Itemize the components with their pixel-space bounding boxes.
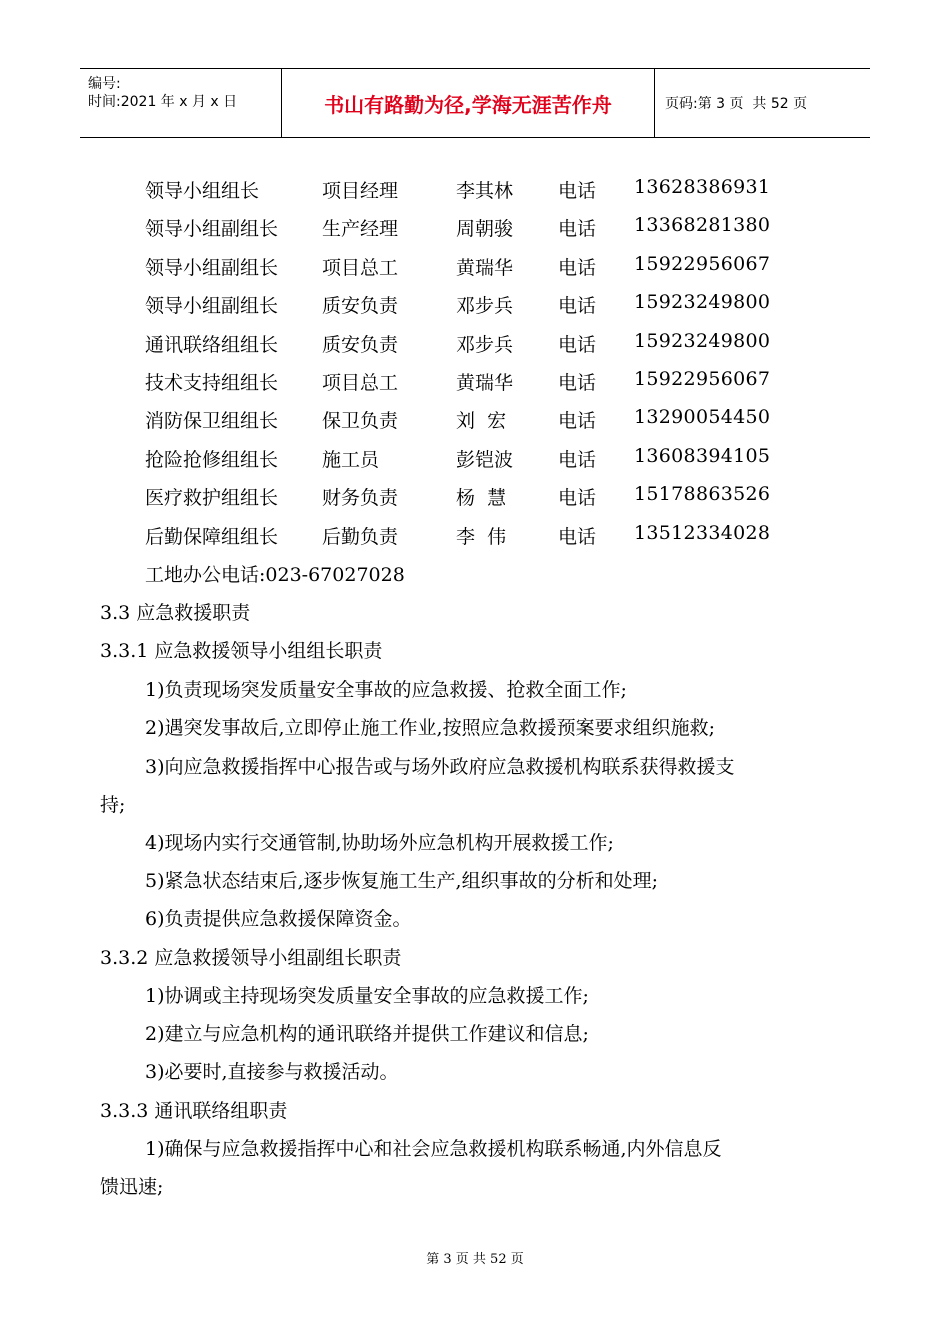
roster-phone: 13628386931 [634,176,771,198]
roster-phone: 13512334028 [634,521,771,544]
roster-phone: 15178863526 [634,483,771,506]
header-page-info [655,69,870,137]
number-label: 编号: [88,76,121,92]
roster-phone-label: 电话 [558,525,597,548]
roster-phone: 15922956067 [634,252,771,275]
roster-phone-label: 电话 [558,256,597,279]
roster-role: 领导小组组长 [145,180,260,202]
roster-phone-label: 电话 [558,371,597,394]
roster-name: 彭铠波 [456,448,514,471]
roster-role: 领导小组副组长 [145,218,279,241]
roster-phone: 13290054450 [634,406,771,429]
roster-phone-label: 电话 [558,410,597,433]
roster-name: 黄瑞华 [456,371,514,394]
section-heading-3-3-2: 3.3.2 应急救援领导小组副组长职责 [100,947,402,969]
section-heading-3-3-3: 3.3.3 通讯联络组职责 [100,1100,288,1122]
roster-phone-label: 电话 [558,333,597,356]
page-header [80,68,870,138]
roster-role: 技术支持组组长 [145,371,279,394]
roster-role: 消防保卫组组长 [145,410,279,433]
page-info-text: 页码:第 3 页 共 52 页 [665,96,808,112]
paragraph-line: 馈迅速; [100,1176,164,1198]
paragraph-line: 1)负责现场突发质量安全事故的应急救援、抢救全面工作; [145,679,627,701]
roster-phone-label: 电话 [558,180,597,202]
roster-phone: 15922956067 [634,367,771,390]
header-meta [80,69,282,137]
roster-phone-label: 电话 [558,487,597,510]
page-footer: 第 3 页 共 52 页 [426,1252,524,1267]
paragraph-line: 3)向应急救援指挥中心报告或与场外政府应急救援机构联系获得救援支 [145,756,735,778]
roster-role: 领导小组副组长 [145,256,279,279]
roster-phone: 13608394105 [634,444,771,467]
section-heading-3-3: 3.3 应急救援职责 [100,602,251,624]
roster-phone-label: 电话 [558,218,597,241]
roster-name: 李其林 [456,180,514,202]
section-heading-3-3-1: 3.3.1 应急救援领导小组组长职责 [100,640,383,662]
paragraph-line: 1)确保与应急救援指挥中心和社会应急救援机构联系畅通,内外信息反 [145,1138,722,1160]
roster-title: 项目总工 [322,256,399,279]
paragraph-line: 2)建立与应急机构的通讯联络并提供工作建议和信息; [145,1023,589,1045]
roster-name: 邓步兵 [456,333,514,356]
roster-name: 李 伟 [456,525,507,548]
paragraph-line: 5)紧急状态结束后,逐步恢复施工生产,组织事故的分析和处理; [145,870,658,892]
roster-name: 杨 慧 [456,487,507,510]
roster-name: 邓步兵 [456,295,514,318]
roster-role: 医疗救护组组长 [145,487,279,510]
paragraph-line: 4)现场内实行交通管制,协助场外应急机构开展救援工作; [145,832,614,854]
roster-title: 后勤负责 [322,525,399,548]
roster-role: 领导小组副组长 [145,295,279,318]
roster-name: 周朝骏 [456,218,514,241]
roster-phone-label: 电话 [558,448,597,471]
roster-title: 质安负责 [322,295,399,318]
roster-title: 项目总工 [322,371,399,394]
roster-title: 项目经理 [322,180,399,202]
roster-phone: 15923249800 [634,291,771,314]
paragraph-line: 6)负责提供应急救援保障资金。 [145,908,412,930]
roster-name: 黄瑞华 [456,256,514,279]
roster-title: 质安负责 [322,333,399,356]
roster-role: 通讯联络组组长 [145,333,279,356]
date-label: 时间:2021 年 x 月 x 日 [88,94,238,110]
paragraph-line: 2)遇突发事故后,立即停止施工作业,按照应急救援预案要求组织施救; [145,717,715,739]
roster-role: 抢险抢修组组长 [145,448,279,471]
paragraph-line: 持; [100,794,126,816]
roster-name: 刘 宏 [456,410,507,433]
roster-phone: 13368281380 [634,214,771,237]
roster-title: 财务负责 [322,487,399,510]
roster-phone: 15923249800 [634,329,771,352]
office-phone: 工地办公电话:023-67027028 [145,564,405,586]
roster-phone-label: 电话 [558,295,597,318]
roster-title: 施工员 [322,448,380,471]
roster-title: 保卫负责 [322,410,399,433]
roster-title: 生产经理 [322,218,399,241]
paragraph-line: 3)必要时,直接参与救援活动。 [145,1061,399,1083]
roster-role: 后勤保障组组长 [145,525,279,548]
paragraph-line: 1)协调或主持现场突发质量安全事故的应急救援工作; [145,985,589,1007]
header-motto: 书山有路勤为径,学海无涯苦作舟 [282,69,655,137]
